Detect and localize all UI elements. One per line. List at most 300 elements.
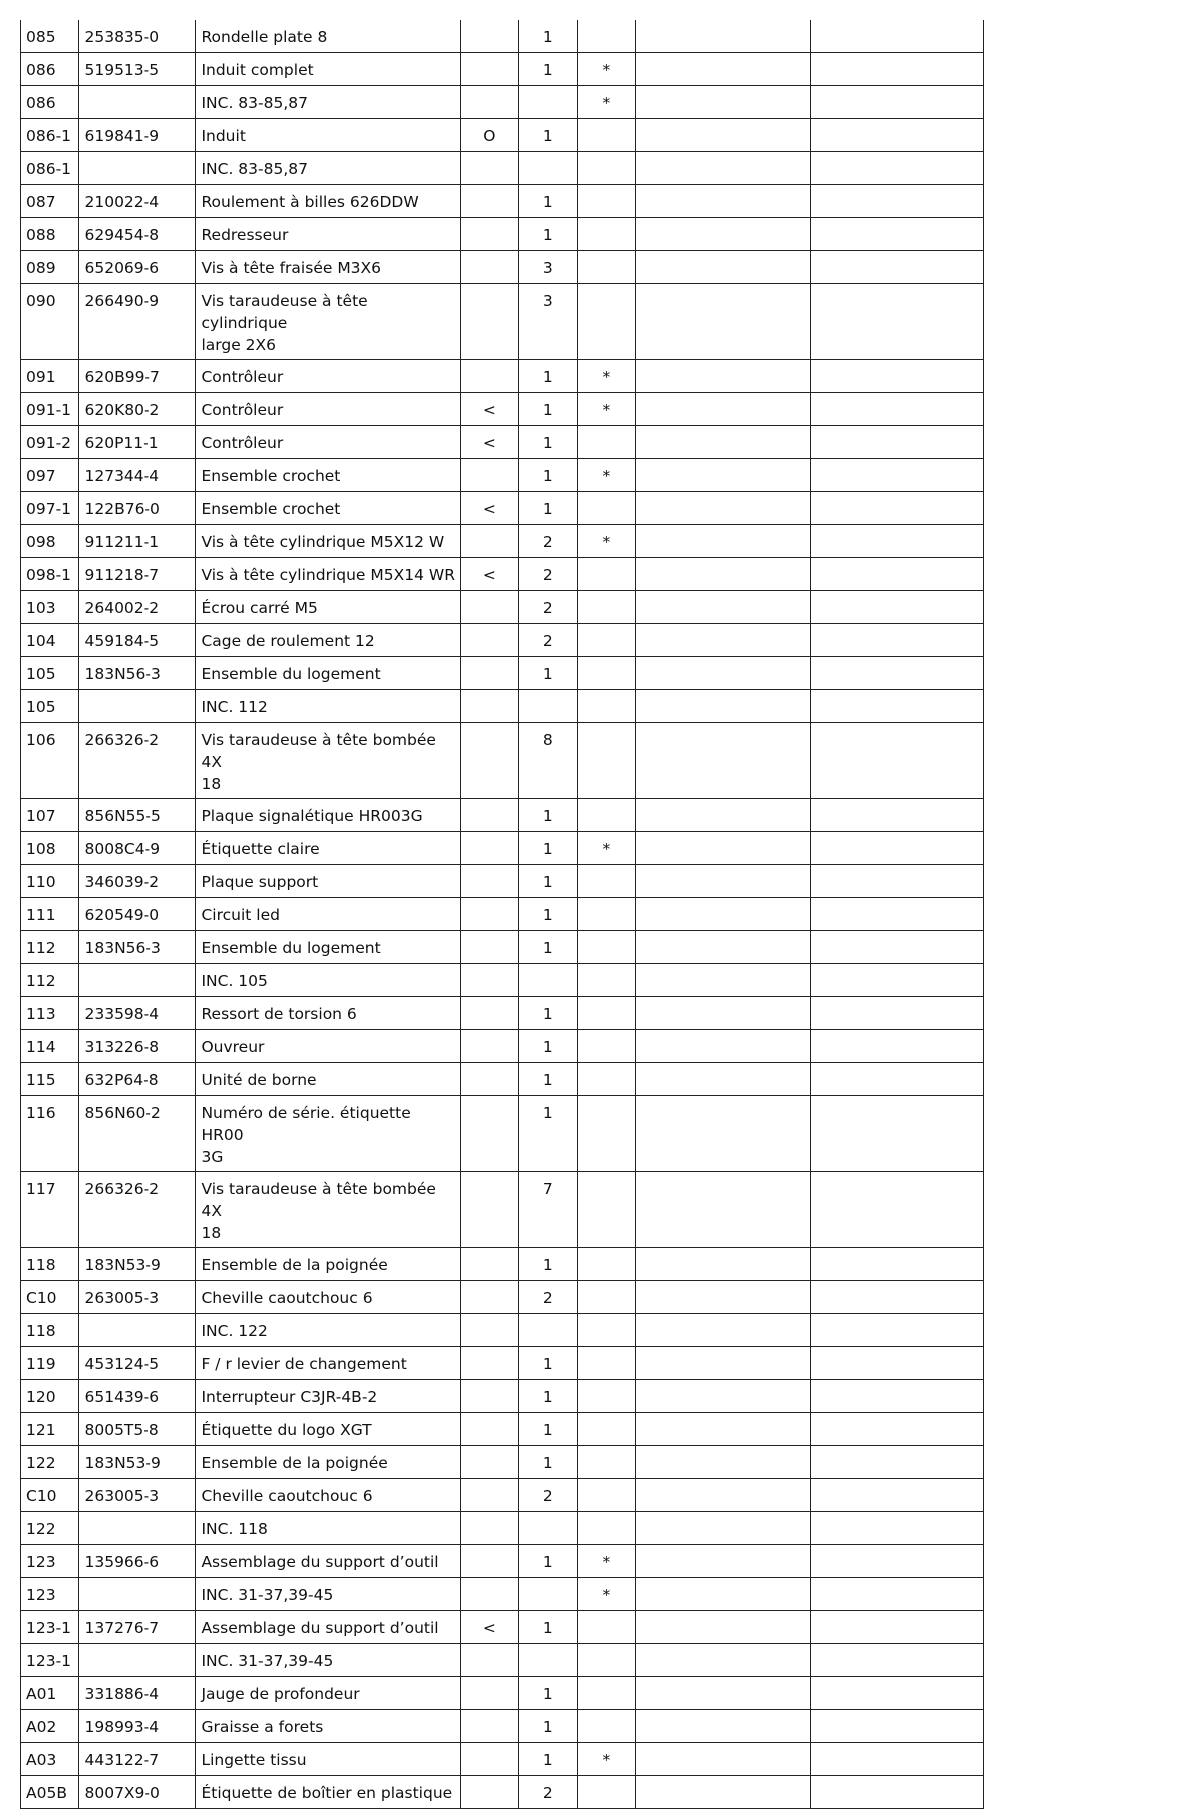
quantity-cell: 1 (519, 1030, 577, 1063)
table-row (21, 1710, 984, 1743)
note-mark-cell (577, 426, 635, 459)
blank-cell-a (636, 284, 810, 360)
blank-cell-b (810, 624, 983, 657)
table-row (21, 426, 984, 459)
note-mark-cell (577, 218, 635, 251)
quantity-cell: 1 (519, 459, 577, 492)
change-flag-cell (460, 1248, 518, 1281)
table-row (21, 1281, 984, 1314)
part-number-cell: 620B99-7 (79, 360, 196, 393)
change-flag-cell (460, 1644, 518, 1677)
description-cell: Contrôleur (196, 393, 460, 426)
blank-cell-b (810, 657, 983, 690)
table-row (21, 459, 984, 492)
quantity-cell: 2 (519, 1281, 577, 1314)
blank-cell-a (636, 1030, 810, 1063)
note-mark-cell (577, 591, 635, 624)
blank-cell-b (810, 1347, 983, 1380)
part-number-cell: 346039-2 (79, 865, 196, 898)
item-number-cell: A02 (21, 1710, 79, 1743)
note-mark-cell (577, 558, 635, 591)
item-number-cell: 089 (21, 251, 79, 284)
blank-cell-b (810, 1446, 983, 1479)
table-row (21, 591, 984, 624)
part-number-cell: 8008C4-9 (79, 832, 196, 865)
blank-cell-b (810, 1611, 983, 1644)
quantity-cell: 1 (519, 832, 577, 865)
blank-cell-b (810, 251, 983, 284)
item-number-cell: 104 (21, 624, 79, 657)
part-number-cell: 629454-8 (79, 218, 196, 251)
table-row (21, 1314, 984, 1347)
description-cell: Lingette tissu (196, 1743, 460, 1776)
table-row (21, 1479, 984, 1512)
description-cell: Vis taraudeuse à tête bombée 4X 18 (196, 1172, 460, 1248)
item-number-cell: 103 (21, 591, 79, 624)
change-flag-cell (460, 185, 518, 218)
blank-cell-a (636, 1776, 810, 1809)
change-flag-cell (460, 1710, 518, 1743)
item-number-cell: 105 (21, 657, 79, 690)
item-number-cell: 119 (21, 1347, 79, 1380)
blank-cell-a (636, 426, 810, 459)
part-number-cell: 183N53-9 (79, 1446, 196, 1479)
note-mark-cell: * (577, 459, 635, 492)
blank-cell-b (810, 426, 983, 459)
change-flag-cell (460, 1677, 518, 1710)
description-cell: Cheville caoutchouc 6 (196, 1479, 460, 1512)
item-number-cell: 112 (21, 964, 79, 997)
part-number-cell: 8007X9-0 (79, 1776, 196, 1809)
table-row (21, 1248, 984, 1281)
change-flag-cell (460, 1172, 518, 1248)
item-number-cell: 115 (21, 1063, 79, 1096)
table-row (21, 832, 984, 865)
description-cell: INC. 83-85,87 (196, 86, 460, 119)
quantity-cell: 8 (519, 723, 577, 799)
note-mark-cell: * (577, 360, 635, 393)
item-number-cell: 086 (21, 53, 79, 86)
table-row (21, 284, 984, 360)
note-mark-cell (577, 1063, 635, 1096)
change-flag-cell: < (460, 426, 518, 459)
table-row (21, 690, 984, 723)
blank-cell-b (810, 964, 983, 997)
quantity-cell: 1 (519, 393, 577, 426)
blank-cell-b (810, 1030, 983, 1063)
blank-cell-a (636, 1743, 810, 1776)
table-row (21, 492, 984, 525)
blank-cell-a (636, 1512, 810, 1545)
description-cell: Étiquette claire (196, 832, 460, 865)
table-row (21, 865, 984, 898)
quantity-cell (519, 1512, 577, 1545)
blank-cell-b (810, 1314, 983, 1347)
blank-cell-a (636, 1063, 810, 1096)
change-flag-cell: O (460, 119, 518, 152)
blank-cell-b (810, 1578, 983, 1611)
quantity-cell: 1 (519, 1063, 577, 1096)
note-mark-cell (577, 1413, 635, 1446)
description-cell: Assemblage du support d’outil (196, 1545, 460, 1578)
table-row (21, 393, 984, 426)
blank-cell-a (636, 251, 810, 284)
table-row (21, 1611, 984, 1644)
blank-cell-a (636, 86, 810, 119)
item-number-cell: 118 (21, 1248, 79, 1281)
blank-cell-a (636, 1479, 810, 1512)
blank-cell-b (810, 558, 983, 591)
part-number-cell: 183N56-3 (79, 657, 196, 690)
note-mark-cell (577, 1479, 635, 1512)
blank-cell-a (636, 1545, 810, 1578)
note-mark-cell: * (577, 832, 635, 865)
note-mark-cell (577, 1380, 635, 1413)
part-number-cell (79, 86, 196, 119)
part-number-cell: 459184-5 (79, 624, 196, 657)
part-number-cell: 253835-0 (79, 20, 196, 53)
description-cell: Ensemble crochet (196, 459, 460, 492)
quantity-cell: 2 (519, 1479, 577, 1512)
description-cell: Induit complet (196, 53, 460, 86)
change-flag-cell (460, 931, 518, 964)
item-number-cell: 090 (21, 284, 79, 360)
quantity-cell: 1 (519, 1413, 577, 1446)
blank-cell-a (636, 832, 810, 865)
part-number-cell: 233598-4 (79, 997, 196, 1030)
blank-cell-a (636, 1314, 810, 1347)
quantity-cell: 1 (519, 1611, 577, 1644)
item-number-cell: 107 (21, 799, 79, 832)
part-number-cell: 620P11-1 (79, 426, 196, 459)
item-number-cell: 097 (21, 459, 79, 492)
quantity-cell: 1 (519, 898, 577, 931)
blank-cell-a (636, 525, 810, 558)
part-number-cell: 266490-9 (79, 284, 196, 360)
description-cell: Jauge de profondeur (196, 1677, 460, 1710)
part-number-cell (79, 1578, 196, 1611)
note-mark-cell: * (577, 525, 635, 558)
item-number-cell: 117 (21, 1172, 79, 1248)
quantity-cell: 1 (519, 1743, 577, 1776)
blank-cell-b (810, 690, 983, 723)
description-cell: Interrupteur C3JR-4B-2 (196, 1380, 460, 1413)
blank-cell-b (810, 119, 983, 152)
note-mark-cell (577, 1776, 635, 1809)
blank-cell-b (810, 1776, 983, 1809)
item-number-cell: A01 (21, 1677, 79, 1710)
item-number-cell: 105 (21, 690, 79, 723)
blank-cell-b (810, 152, 983, 185)
part-number-cell: 198993-4 (79, 1710, 196, 1743)
quantity-cell (519, 690, 577, 723)
quantity-cell: 1 (519, 360, 577, 393)
description-cell: Numéro de série. étiquette HR00 3G (196, 1096, 460, 1172)
change-flag-cell (460, 360, 518, 393)
quantity-cell: 1 (519, 1545, 577, 1578)
item-number-cell: 086 (21, 86, 79, 119)
blank-cell-b (810, 393, 983, 426)
description-cell: Ressort de torsion 6 (196, 997, 460, 1030)
table-row (21, 1172, 984, 1248)
part-number-cell: 122B76-0 (79, 492, 196, 525)
table-row (21, 1578, 984, 1611)
part-number-cell: 619841-9 (79, 119, 196, 152)
description-cell: Vis taraudeuse à tête cylindrique large 2X6 (196, 284, 460, 360)
blank-cell-a (636, 690, 810, 723)
part-number-cell: 263005-3 (79, 1479, 196, 1512)
note-mark-cell (577, 931, 635, 964)
quantity-cell (519, 1578, 577, 1611)
note-mark-cell (577, 964, 635, 997)
table-row (21, 360, 984, 393)
parts-table-body (21, 20, 984, 1809)
blank-cell-b (810, 218, 983, 251)
change-flag-cell (460, 591, 518, 624)
blank-cell-a (636, 119, 810, 152)
part-number-cell (79, 964, 196, 997)
blank-cell-b (810, 525, 983, 558)
blank-cell-a (636, 1380, 810, 1413)
item-number-cell: C10 (21, 1479, 79, 1512)
change-flag-cell (460, 898, 518, 931)
description-cell: Vis taraudeuse à tête bombée 4X 18 (196, 723, 460, 799)
part-number-cell: 183N56-3 (79, 931, 196, 964)
item-number-cell: 112 (21, 931, 79, 964)
change-flag-cell (460, 964, 518, 997)
change-flag-cell: < (460, 1611, 518, 1644)
blank-cell-b (810, 832, 983, 865)
quantity-cell: 2 (519, 591, 577, 624)
note-mark-cell (577, 799, 635, 832)
change-flag-cell (460, 251, 518, 284)
table-row (21, 251, 984, 284)
description-cell: Plaque signalétique HR003G (196, 799, 460, 832)
part-number-cell: 8005T5-8 (79, 1413, 196, 1446)
blank-cell-b (810, 1743, 983, 1776)
blank-cell-b (810, 1063, 983, 1096)
description-cell: INC. 112 (196, 690, 460, 723)
description-cell: Unité de borne (196, 1063, 460, 1096)
blank-cell-a (636, 931, 810, 964)
note-mark-cell (577, 1172, 635, 1248)
quantity-cell: 1 (519, 20, 577, 53)
item-number-cell: 091 (21, 360, 79, 393)
description-cell: Ouvreur (196, 1030, 460, 1063)
blank-cell-a (636, 799, 810, 832)
part-number-cell: 620K80-2 (79, 393, 196, 426)
blank-cell-a (636, 185, 810, 218)
item-number-cell: 097-1 (21, 492, 79, 525)
table-row (21, 558, 984, 591)
blank-cell-a (636, 152, 810, 185)
change-flag-cell (460, 1314, 518, 1347)
blank-cell-b (810, 1380, 983, 1413)
part-number-cell (79, 1644, 196, 1677)
description-cell: Plaque support (196, 865, 460, 898)
blank-cell-b (810, 799, 983, 832)
note-mark-cell (577, 20, 635, 53)
blank-cell-a (636, 393, 810, 426)
table-row (21, 1776, 984, 1809)
item-number-cell: A03 (21, 1743, 79, 1776)
table-row (21, 997, 984, 1030)
item-number-cell: 086-1 (21, 119, 79, 152)
change-flag-cell (460, 1446, 518, 1479)
item-number-cell: 114 (21, 1030, 79, 1063)
note-mark-cell (577, 1030, 635, 1063)
blank-cell-b (810, 1172, 983, 1248)
quantity-cell: 1 (519, 657, 577, 690)
quantity-cell: 1 (519, 218, 577, 251)
note-mark-cell (577, 1611, 635, 1644)
change-flag-cell (460, 624, 518, 657)
description-cell: Redresseur (196, 218, 460, 251)
description-cell: Rondelle plate 8 (196, 20, 460, 53)
blank-cell-b (810, 459, 983, 492)
description-cell: INC. 31-37,39-45 (196, 1578, 460, 1611)
description-cell: Ensemble de la poignée (196, 1446, 460, 1479)
blank-cell-a (636, 1644, 810, 1677)
quantity-cell: 2 (519, 525, 577, 558)
note-mark-cell (577, 251, 635, 284)
part-number-cell: 911218-7 (79, 558, 196, 591)
table-row (21, 1743, 984, 1776)
description-cell: INC. 105 (196, 964, 460, 997)
note-mark-cell (577, 898, 635, 931)
blank-cell-b (810, 1710, 983, 1743)
item-number-cell: 113 (21, 997, 79, 1030)
quantity-cell: 1 (519, 492, 577, 525)
description-cell: Ensemble du logement (196, 931, 460, 964)
change-flag-cell (460, 1413, 518, 1446)
blank-cell-a (636, 624, 810, 657)
item-number-cell: 091-2 (21, 426, 79, 459)
blank-cell-a (636, 657, 810, 690)
parts-table (20, 20, 984, 1809)
description-cell: Vis à tête cylindrique M5X14 WR (196, 558, 460, 591)
blank-cell-a (636, 1248, 810, 1281)
table-row (21, 898, 984, 931)
quantity-cell: 3 (519, 251, 577, 284)
description-cell: Cage de roulement 12 (196, 624, 460, 657)
quantity-cell: 1 (519, 1347, 577, 1380)
description-cell: INC. 122 (196, 1314, 460, 1347)
blank-cell-a (636, 591, 810, 624)
blank-cell-a (636, 218, 810, 251)
blank-cell-b (810, 1644, 983, 1677)
change-flag-cell (460, 86, 518, 119)
item-number-cell: 120 (21, 1380, 79, 1413)
table-row (21, 1096, 984, 1172)
item-number-cell: 123-1 (21, 1611, 79, 1644)
note-mark-cell (577, 1512, 635, 1545)
quantity-cell: 1 (519, 997, 577, 1030)
item-number-cell: 110 (21, 865, 79, 898)
quantity-cell: 1 (519, 1380, 577, 1413)
note-mark-cell (577, 1677, 635, 1710)
item-number-cell: 122 (21, 1512, 79, 1545)
note-mark-cell (577, 152, 635, 185)
item-number-cell: 091-1 (21, 393, 79, 426)
blank-cell-b (810, 1248, 983, 1281)
blank-cell-a (636, 1096, 810, 1172)
quantity-cell: 1 (519, 119, 577, 152)
blank-cell-a (636, 1347, 810, 1380)
blank-cell-b (810, 185, 983, 218)
description-cell: Écrou carré M5 (196, 591, 460, 624)
change-flag-cell (460, 1545, 518, 1578)
table-row (21, 525, 984, 558)
note-mark-cell (577, 1710, 635, 1743)
blank-cell-a (636, 1172, 810, 1248)
change-flag-cell (460, 525, 518, 558)
note-mark-cell (577, 1281, 635, 1314)
item-number-cell: 106 (21, 723, 79, 799)
change-flag-cell (460, 865, 518, 898)
change-flag-cell (460, 1380, 518, 1413)
part-number-cell (79, 690, 196, 723)
blank-cell-b (810, 284, 983, 360)
description-cell: Vis à tête fraisée M3X6 (196, 251, 460, 284)
note-mark-cell (577, 1446, 635, 1479)
note-mark-cell (577, 1248, 635, 1281)
note-mark-cell: * (577, 393, 635, 426)
blank-cell-a (636, 723, 810, 799)
note-mark-cell (577, 1644, 635, 1677)
blank-cell-b (810, 1479, 983, 1512)
change-flag-cell (460, 1281, 518, 1314)
change-flag-cell (460, 723, 518, 799)
change-flag-cell (460, 152, 518, 185)
item-number-cell: 111 (21, 898, 79, 931)
note-mark-cell (577, 1347, 635, 1380)
change-flag-cell (460, 1578, 518, 1611)
change-flag-cell (460, 218, 518, 251)
description-cell: Ensemble crochet (196, 492, 460, 525)
part-number-cell (79, 1512, 196, 1545)
part-number-cell: 127344-4 (79, 459, 196, 492)
description-cell: Étiquette de boîtier en plastique (196, 1776, 460, 1809)
item-number-cell: 123 (21, 1578, 79, 1611)
description-cell: INC. 118 (196, 1512, 460, 1545)
table-row (21, 1644, 984, 1677)
blank-cell-b (810, 865, 983, 898)
part-number-cell (79, 1314, 196, 1347)
part-number-cell: 911211-1 (79, 525, 196, 558)
part-number-cell: 137276-7 (79, 1611, 196, 1644)
table-row (21, 20, 984, 53)
part-number-cell: 210022-4 (79, 185, 196, 218)
quantity-cell: 1 (519, 53, 577, 86)
note-mark-cell (577, 723, 635, 799)
description-cell: INC. 83-85,87 (196, 152, 460, 185)
blank-cell-a (636, 898, 810, 931)
quantity-cell: 1 (519, 1096, 577, 1172)
item-number-cell: 123-1 (21, 1644, 79, 1677)
item-number-cell: 087 (21, 185, 79, 218)
part-number-cell: 453124-5 (79, 1347, 196, 1380)
quantity-cell (519, 964, 577, 997)
blank-cell-a (636, 1611, 810, 1644)
change-flag-cell (460, 832, 518, 865)
blank-cell-a (636, 53, 810, 86)
quantity-cell: 1 (519, 426, 577, 459)
part-number-cell: 652069-6 (79, 251, 196, 284)
note-mark-cell (577, 690, 635, 723)
blank-cell-b (810, 20, 983, 53)
part-number-cell (79, 152, 196, 185)
